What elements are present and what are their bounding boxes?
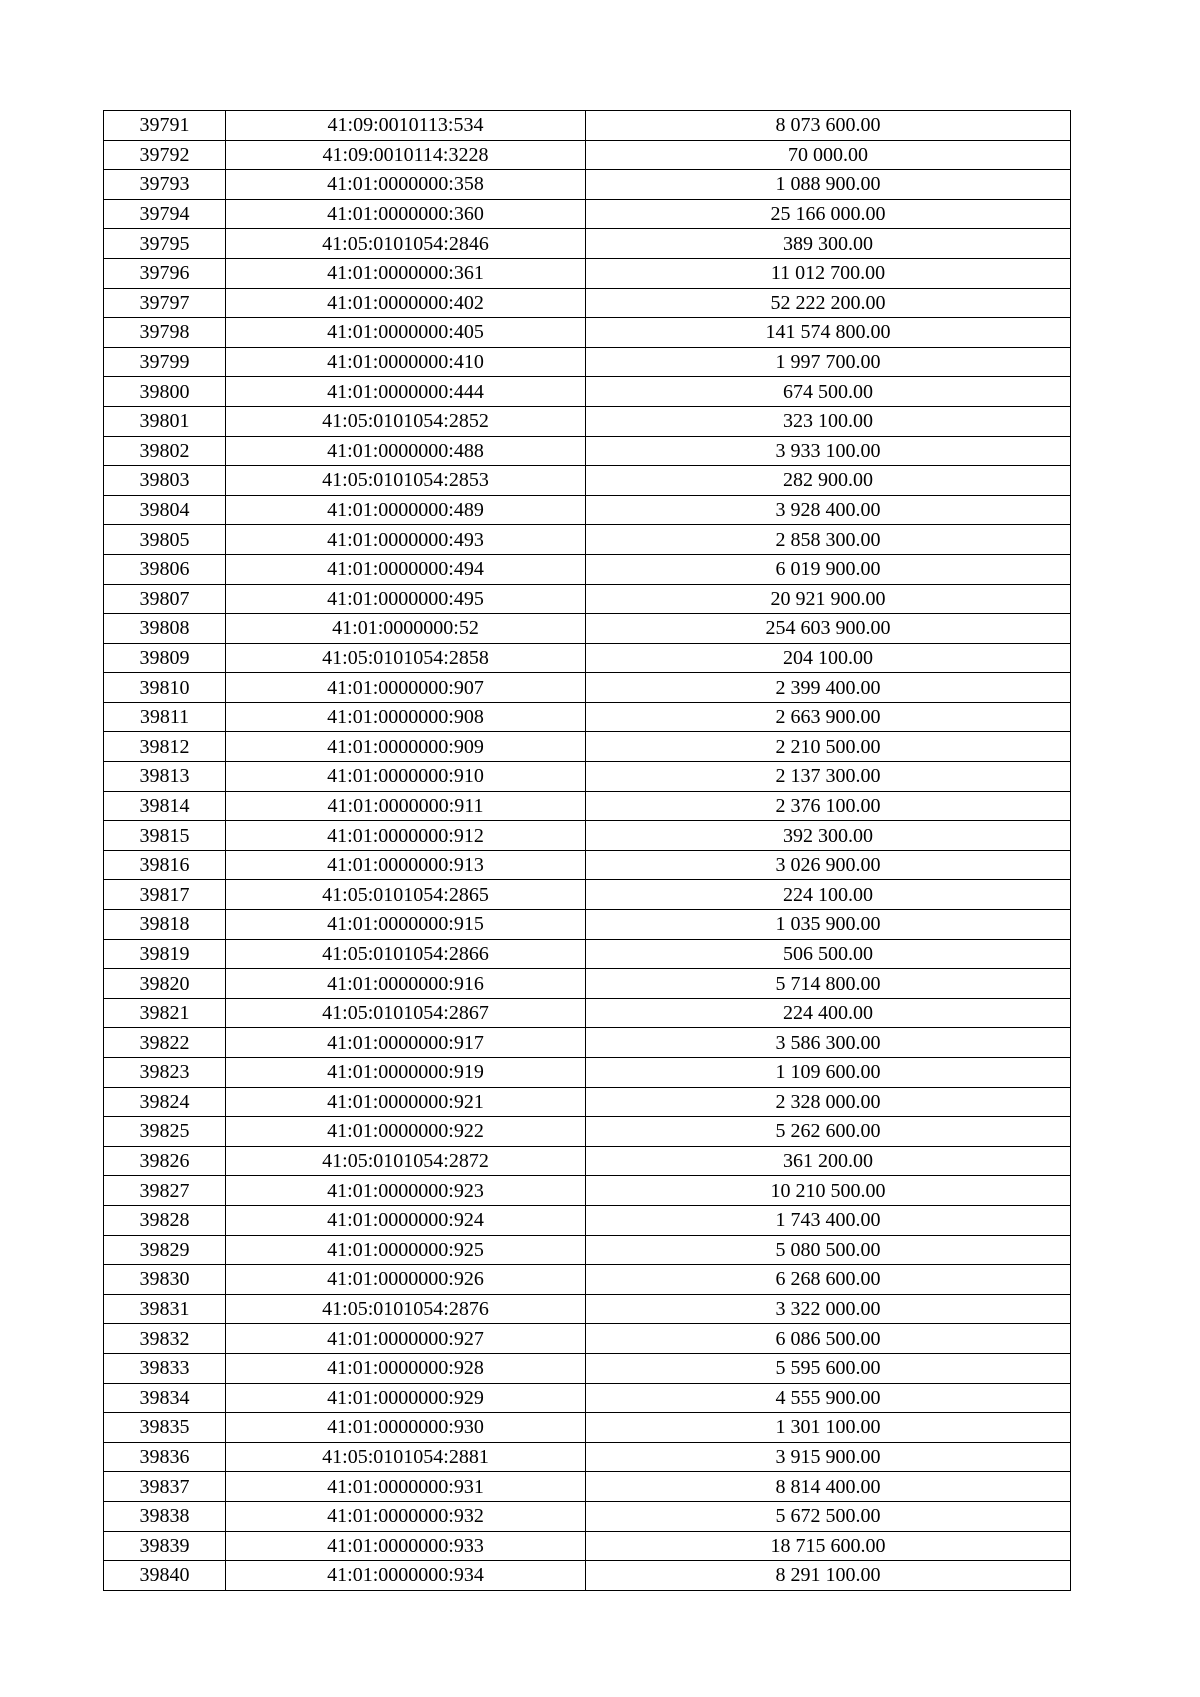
table-row	[104, 347, 1071, 377]
cadastral-value-cell: 2 210 500.00	[586, 732, 1071, 762]
table-row	[104, 1472, 1071, 1502]
row-number-cell: 39829	[104, 1235, 226, 1265]
cadastral-value-cell: 506 500.00	[586, 939, 1071, 969]
row-number-cell: 39805	[104, 525, 226, 555]
row-number-cell: 39810	[104, 673, 226, 703]
cadastral-number-cell: 41:01:0000000:405	[226, 318, 586, 348]
cadastral-number-cell: 41:05:0101054:2846	[226, 229, 586, 259]
table-row	[104, 436, 1071, 466]
table-row	[104, 288, 1071, 318]
cadastral-value-cell: 389 300.00	[586, 229, 1071, 259]
row-number-cell: 39807	[104, 584, 226, 614]
cadastral-number-cell: 41:05:0101054:2852	[226, 406, 586, 436]
cadastral-value-cell: 1 088 900.00	[586, 170, 1071, 200]
cadastral-number-cell: 41:01:0000000:444	[226, 377, 586, 407]
cadastral-value-cell: 1 997 700.00	[586, 347, 1071, 377]
cadastral-number-cell: 41:01:0000000:911	[226, 791, 586, 821]
cadastral-value-cell: 6 268 600.00	[586, 1265, 1071, 1295]
cadastral-value-cell: 1 035 900.00	[586, 910, 1071, 940]
cadastral-value-cell: 1 743 400.00	[586, 1205, 1071, 1235]
cadastral-number-cell: 41:01:0000000:410	[226, 347, 586, 377]
table-row	[104, 111, 1071, 141]
cadastral-value-cell: 3 322 000.00	[586, 1294, 1071, 1324]
row-number-cell: 39821	[104, 998, 226, 1028]
cadastral-number-cell: 41:01:0000000:924	[226, 1205, 586, 1235]
table-row	[104, 1531, 1071, 1561]
cadastral-number-cell: 41:01:0000000:930	[226, 1413, 586, 1443]
row-number-cell: 39836	[104, 1442, 226, 1472]
row-number-cell: 39832	[104, 1324, 226, 1354]
cadastral-number-cell: 41:01:0000000:360	[226, 199, 586, 229]
row-number-cell: 39815	[104, 821, 226, 851]
row-number-cell: 39826	[104, 1146, 226, 1176]
row-number-cell: 39831	[104, 1294, 226, 1324]
row-number-cell: 39828	[104, 1205, 226, 1235]
row-number-cell: 39830	[104, 1265, 226, 1295]
cadastral-value-cell: 52 222 200.00	[586, 288, 1071, 318]
cadastral-number-cell: 41:01:0000000:916	[226, 969, 586, 999]
table-row	[104, 880, 1071, 910]
cadastral-number-cell: 41:01:0000000:925	[226, 1235, 586, 1265]
cadastral-number-cell: 41:05:0101054:2881	[226, 1442, 586, 1472]
row-number-cell: 39822	[104, 1028, 226, 1058]
table-row	[104, 1205, 1071, 1235]
cadastral-value-cell: 2 663 900.00	[586, 702, 1071, 732]
cadastral-value-cell: 323 100.00	[586, 406, 1071, 436]
table-row	[104, 258, 1071, 288]
table-row	[104, 762, 1071, 792]
row-number-cell: 39840	[104, 1561, 226, 1591]
row-number-cell: 39808	[104, 614, 226, 644]
table-row	[104, 1413, 1071, 1443]
row-number-cell: 39806	[104, 554, 226, 584]
cadastral-value-cell: 20 921 900.00	[586, 584, 1071, 614]
table-row	[104, 406, 1071, 436]
row-number-cell: 39824	[104, 1087, 226, 1117]
cadastral-number-cell: 41:05:0101054:2858	[226, 643, 586, 673]
row-number-cell: 39801	[104, 406, 226, 436]
cadastral-value-cell: 5 262 600.00	[586, 1117, 1071, 1147]
cadastral-value-cell: 3 915 900.00	[586, 1442, 1071, 1472]
cadastral-number-cell: 41:01:0000000:931	[226, 1472, 586, 1502]
table-row	[104, 821, 1071, 851]
cadastral-value-cell: 2 328 000.00	[586, 1087, 1071, 1117]
cadastral-number-cell: 41:01:0000000:923	[226, 1176, 586, 1206]
cadastral-value-cell: 8 814 400.00	[586, 1472, 1071, 1502]
cadastral-number-cell: 41:01:0000000:52	[226, 614, 586, 644]
table-row	[104, 229, 1071, 259]
row-number-cell: 39825	[104, 1117, 226, 1147]
table-row	[104, 1028, 1071, 1058]
table-row	[104, 1146, 1071, 1176]
table-row	[104, 1235, 1071, 1265]
cadastral-number-cell: 41:01:0000000:909	[226, 732, 586, 762]
cadastral-number-cell: 41:01:0000000:907	[226, 673, 586, 703]
cadastral-number-cell: 41:09:0010113:534	[226, 111, 586, 141]
table-row	[104, 910, 1071, 940]
table-row	[104, 1383, 1071, 1413]
row-number-cell: 39816	[104, 850, 226, 880]
cadastral-value-cell: 25 166 000.00	[586, 199, 1071, 229]
cadastral-number-cell: 41:01:0000000:361	[226, 258, 586, 288]
row-number-cell: 39800	[104, 377, 226, 407]
cadastral-value-cell: 2 376 100.00	[586, 791, 1071, 821]
row-number-cell: 39839	[104, 1531, 226, 1561]
cadastral-value-table	[103, 110, 1071, 1591]
table-row	[104, 466, 1071, 496]
row-number-cell: 39809	[104, 643, 226, 673]
table-row	[104, 140, 1071, 170]
cadastral-number-cell: 41:01:0000000:495	[226, 584, 586, 614]
table-row	[104, 318, 1071, 348]
cadastral-value-cell: 18 715 600.00	[586, 1531, 1071, 1561]
table-row	[104, 1561, 1071, 1591]
cadastral-number-cell: 41:01:0000000:915	[226, 910, 586, 940]
table-row	[104, 170, 1071, 200]
table-row	[104, 791, 1071, 821]
row-number-cell: 39819	[104, 939, 226, 969]
row-number-cell: 39795	[104, 229, 226, 259]
cadastral-value-cell: 141 574 800.00	[586, 318, 1071, 348]
row-number-cell: 39838	[104, 1501, 226, 1531]
cadastral-number-cell: 41:01:0000000:921	[226, 1087, 586, 1117]
cadastral-value-cell: 2 137 300.00	[586, 762, 1071, 792]
cadastral-value-cell: 5 714 800.00	[586, 969, 1071, 999]
table-row	[104, 1176, 1071, 1206]
cadastral-value-cell: 282 900.00	[586, 466, 1071, 496]
cadastral-value-cell: 674 500.00	[586, 377, 1071, 407]
cadastral-value-cell: 8 073 600.00	[586, 111, 1071, 141]
cadastral-number-cell: 41:01:0000000:913	[226, 850, 586, 880]
row-number-cell: 39820	[104, 969, 226, 999]
table-row	[104, 1117, 1071, 1147]
row-number-cell: 39803	[104, 466, 226, 496]
cadastral-number-cell: 41:05:0101054:2853	[226, 466, 586, 496]
cadastral-value-cell: 10 210 500.00	[586, 1176, 1071, 1206]
table-row	[104, 495, 1071, 525]
table-row	[104, 850, 1071, 880]
cadastral-value-cell: 5 080 500.00	[586, 1235, 1071, 1265]
cadastral-number-cell: 41:01:0000000:358	[226, 170, 586, 200]
cadastral-value-cell: 11 012 700.00	[586, 258, 1071, 288]
table-row	[104, 998, 1071, 1028]
table-row	[104, 969, 1071, 999]
cadastral-number-cell: 41:01:0000000:917	[226, 1028, 586, 1058]
row-number-cell: 39823	[104, 1058, 226, 1088]
table-row	[104, 732, 1071, 762]
cadastral-number-cell: 41:01:0000000:933	[226, 1531, 586, 1561]
cadastral-value-cell: 5 595 600.00	[586, 1353, 1071, 1383]
cadastral-value-cell: 4 555 900.00	[586, 1383, 1071, 1413]
cadastral-value-cell: 361 200.00	[586, 1146, 1071, 1176]
table-row	[104, 1353, 1071, 1383]
table-row	[104, 702, 1071, 732]
row-number-cell: 39812	[104, 732, 226, 762]
cadastral-value-cell: 2 858 300.00	[586, 525, 1071, 555]
cadastral-value-cell: 3 026 900.00	[586, 850, 1071, 880]
cadastral-number-cell: 41:09:0010114:3228	[226, 140, 586, 170]
table-row	[104, 1058, 1071, 1088]
cadastral-number-cell: 41:05:0101054:2872	[226, 1146, 586, 1176]
row-number-cell: 39792	[104, 140, 226, 170]
table-row	[104, 643, 1071, 673]
cadastral-number-cell: 41:01:0000000:493	[226, 525, 586, 555]
cadastral-number-cell: 41:05:0101054:2866	[226, 939, 586, 969]
row-number-cell: 39818	[104, 910, 226, 940]
table-row	[104, 199, 1071, 229]
table-row	[104, 1324, 1071, 1354]
table-row	[104, 1294, 1071, 1324]
cadastral-number-cell: 41:01:0000000:402	[226, 288, 586, 318]
cadastral-number-cell: 41:05:0101054:2865	[226, 880, 586, 910]
row-number-cell: 39794	[104, 199, 226, 229]
cadastral-value-cell: 224 400.00	[586, 998, 1071, 1028]
cadastral-value-cell: 6 086 500.00	[586, 1324, 1071, 1354]
row-number-cell: 39827	[104, 1176, 226, 1206]
cadastral-number-cell: 41:01:0000000:932	[226, 1501, 586, 1531]
cadastral-number-cell: 41:05:0101054:2876	[226, 1294, 586, 1324]
row-number-cell: 39834	[104, 1383, 226, 1413]
table-row	[104, 673, 1071, 703]
table-row	[104, 1265, 1071, 1295]
cadastral-number-cell: 41:01:0000000:489	[226, 495, 586, 525]
cadastral-number-cell: 41:01:0000000:919	[226, 1058, 586, 1088]
table-row	[104, 1087, 1071, 1117]
cadastral-value-cell: 6 019 900.00	[586, 554, 1071, 584]
row-number-cell: 39811	[104, 702, 226, 732]
cadastral-value-cell: 3 586 300.00	[586, 1028, 1071, 1058]
cadastral-value-cell: 5 672 500.00	[586, 1501, 1071, 1531]
row-number-cell: 39837	[104, 1472, 226, 1502]
cadastral-number-cell: 41:01:0000000:922	[226, 1117, 586, 1147]
row-number-cell: 39804	[104, 495, 226, 525]
row-number-cell: 39793	[104, 170, 226, 200]
cadastral-number-cell: 41:01:0000000:928	[226, 1353, 586, 1383]
row-number-cell: 39817	[104, 880, 226, 910]
cadastral-value-cell: 3 928 400.00	[586, 495, 1071, 525]
cadastral-value-cell: 1 301 100.00	[586, 1413, 1071, 1443]
cadastral-number-cell: 41:01:0000000:929	[226, 1383, 586, 1413]
cadastral-number-cell: 41:01:0000000:926	[226, 1265, 586, 1295]
row-number-cell: 39802	[104, 436, 226, 466]
cadastral-value-cell: 8 291 100.00	[586, 1561, 1071, 1591]
cadastral-value-cell: 3 933 100.00	[586, 436, 1071, 466]
cadastral-value-cell: 254 603 900.00	[586, 614, 1071, 644]
cadastral-number-cell: 41:01:0000000:908	[226, 702, 586, 732]
cadastral-number-cell: 41:01:0000000:910	[226, 762, 586, 792]
row-number-cell: 39797	[104, 288, 226, 318]
row-number-cell: 39796	[104, 258, 226, 288]
table-row	[104, 377, 1071, 407]
cadastral-value-cell: 1 109 600.00	[586, 1058, 1071, 1088]
row-number-cell: 39791	[104, 111, 226, 141]
row-number-cell: 39799	[104, 347, 226, 377]
cadastral-value-cell: 392 300.00	[586, 821, 1071, 851]
row-number-cell: 39833	[104, 1353, 226, 1383]
row-number-cell: 39798	[104, 318, 226, 348]
cadastral-number-cell: 41:01:0000000:934	[226, 1561, 586, 1591]
cadastral-number-cell: 41:01:0000000:494	[226, 554, 586, 584]
cadastral-number-cell: 41:01:0000000:488	[226, 436, 586, 466]
table-body	[104, 111, 1071, 1591]
cadastral-number-cell: 41:01:0000000:927	[226, 1324, 586, 1354]
cadastral-value-cell: 70 000.00	[586, 140, 1071, 170]
table-row	[104, 614, 1071, 644]
table-row	[104, 584, 1071, 614]
row-number-cell: 39835	[104, 1413, 226, 1443]
table-row	[104, 525, 1071, 555]
cadastral-value-cell: 224 100.00	[586, 880, 1071, 910]
cadastral-value-cell: 2 399 400.00	[586, 673, 1071, 703]
cadastral-number-cell: 41:05:0101054:2867	[226, 998, 586, 1028]
cadastral-value-cell: 204 100.00	[586, 643, 1071, 673]
table-row	[104, 939, 1071, 969]
row-number-cell: 39813	[104, 762, 226, 792]
cadastral-number-cell: 41:01:0000000:912	[226, 821, 586, 851]
table-row	[104, 1442, 1071, 1472]
table-row	[104, 554, 1071, 584]
table-row	[104, 1501, 1071, 1531]
row-number-cell: 39814	[104, 791, 226, 821]
